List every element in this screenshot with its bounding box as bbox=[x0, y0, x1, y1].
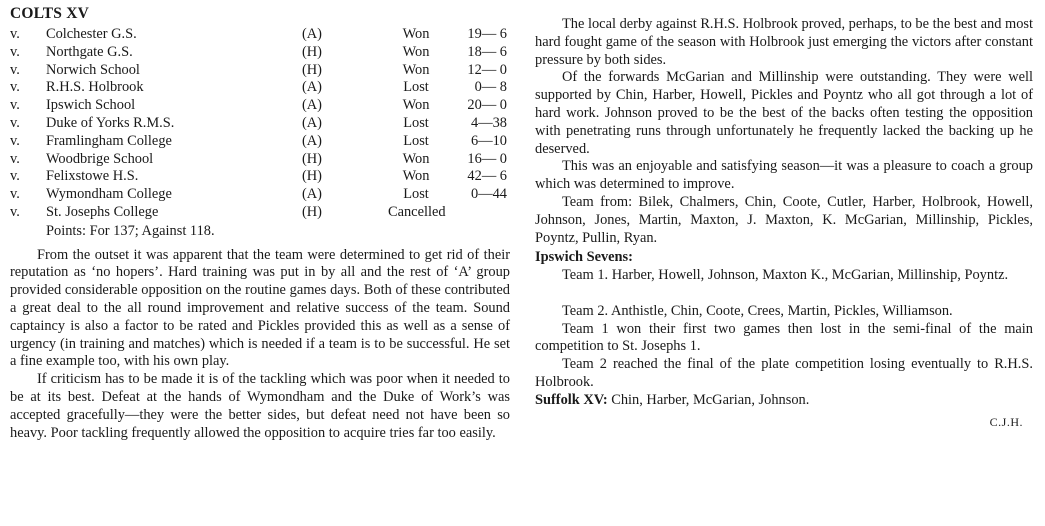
fixture-score: 4—38 bbox=[471, 114, 507, 131]
fixture-venue: (A) bbox=[302, 79, 322, 96]
fixture-versus: v. bbox=[10, 97, 20, 114]
body-paragraph: The local derby against R.H.S. Holbrook proved, perhaps, to be the best and most hard fought game of the season with Holbrook just emerging the victors after constant pressure by both sides. bbox=[535, 16, 1033, 68]
fixture-score: 12— 0 bbox=[467, 61, 507, 78]
sevens-team-1: Team 1. Harber, Howell, Johnson, Maxton K., McGarian, Millinship, Poyntz. bbox=[562, 267, 1009, 284]
fixture-row bbox=[10, 186, 510, 204]
fixture-opponent: Norwich School bbox=[46, 61, 140, 78]
left-column bbox=[10, 4, 510, 442]
fixture-row bbox=[10, 97, 510, 115]
fixture-venue: (H) bbox=[302, 150, 322, 167]
fixture-versus: v. bbox=[10, 168, 20, 185]
fixture-row bbox=[10, 62, 510, 80]
fixture-opponent: Wymondham College bbox=[46, 186, 172, 203]
fixture-score: 16— 0 bbox=[467, 150, 507, 167]
sevens-team-2: Team 2. Anthistle, Chin, Coote, Crees, Martin, Pickles, Williamson. bbox=[562, 302, 953, 319]
fixture-versus: v. bbox=[10, 132, 20, 149]
fixture-result: Won bbox=[402, 97, 430, 114]
right-column bbox=[535, 16, 1033, 430]
fixture-venue: (A) bbox=[302, 186, 322, 203]
fixture-versus: v. bbox=[10, 203, 20, 220]
fixture-row bbox=[10, 44, 510, 62]
body-paragraph: From the outset it was apparent that the team were determined to get rid of their reputation as ‘no hopers’. Hard training was put in by all and the rest of ‘A’ group provided considerable opposition on the routine games days. Both of these contributed a great deal to the all round improvement and relative success of the team. Sound captaincy is also a factor to be rated and Pickles provided this as well as a sense of urgency (in training and matches) which is needed if a team is to be successful. He set a fine example too, with his own play. bbox=[10, 246, 510, 370]
suffolk-players: Chin, Harber, McGarian, Johnson. bbox=[607, 391, 810, 408]
fixture-score: 0—44 bbox=[471, 186, 507, 203]
fixture-venue: (A) bbox=[302, 97, 322, 114]
fixture-row bbox=[10, 133, 510, 151]
sevens-result-2: Team 2 reached the final of the plate competition losing eventually to R.H.S. Holbrook. bbox=[535, 356, 1033, 390]
fixture-opponent: St. Josephs College bbox=[46, 203, 159, 220]
body-paragraph: This was an enjoyable and satisfying season—it was a pleasure to coach a group which was determined to improve. bbox=[535, 158, 1033, 193]
fixture-versus: v. bbox=[10, 26, 20, 42]
fixture-versus: v. bbox=[10, 61, 20, 78]
fixture-score: 18— 6 bbox=[467, 43, 507, 60]
fixture-versus: v. bbox=[10, 79, 20, 96]
fixture-row bbox=[10, 79, 510, 97]
fixture-row bbox=[10, 26, 510, 44]
fixture-venue: (H) bbox=[302, 61, 322, 78]
fixture-result: Lost bbox=[403, 79, 429, 96]
fixture-opponent: Felixstowe H.S. bbox=[46, 168, 139, 185]
body-paragraph: Of the forwards McGarian and Millinship were outstanding. They were well supported by Chin, Harber, Howell, Pickles and Poyntz who all got through a lot of hard work. Johnson proved to be the best of the backs often testing the opposition with penetrating runs through unfortunately he frequently lacked the backing up he deserved. bbox=[535, 69, 1033, 157]
fixture-opponent: Northgate G.S. bbox=[46, 43, 133, 60]
spacer bbox=[535, 285, 1033, 303]
fixture-opponent: R.H.S. Holbrook bbox=[46, 79, 144, 96]
fixtures-list bbox=[10, 26, 510, 222]
fixture-versus: v. bbox=[10, 114, 20, 131]
fixture-venue: (H) bbox=[302, 203, 322, 220]
fixture-opponent: Colchester G.S. bbox=[46, 26, 137, 42]
fixture-row bbox=[10, 115, 510, 133]
fixture-score: 6—10 bbox=[471, 132, 507, 149]
fixture-score: 19— 6 bbox=[467, 26, 507, 42]
sevens-heading: Ipswich Sevens: bbox=[535, 249, 633, 266]
suffolk-line bbox=[535, 392, 1033, 410]
fixture-result: Won bbox=[402, 168, 430, 185]
fixture-result: Won bbox=[402, 26, 430, 42]
fixture-versus: v. bbox=[10, 150, 20, 167]
fixture-result: Cancelled bbox=[388, 203, 446, 220]
sevens-result-1: Team 1 won their first two games then lost in the semi-final of the main competition to St. Josephs 1. bbox=[535, 320, 1033, 355]
fixture-row bbox=[10, 204, 510, 222]
fixture-versus: v. bbox=[10, 43, 20, 60]
signature: C.J.H. bbox=[989, 414, 1023, 429]
fixture-opponent: Woodbrige School bbox=[46, 150, 154, 167]
fixture-result: Lost bbox=[403, 132, 429, 149]
fixture-result: Won bbox=[402, 150, 430, 167]
fixture-versus: v. bbox=[10, 186, 20, 203]
fixture-venue: (H) bbox=[302, 43, 322, 60]
fixture-opponent: Ipswich School bbox=[46, 97, 136, 114]
fixture-result: Won bbox=[402, 43, 430, 60]
fixture-result: Won bbox=[402, 61, 430, 78]
fixture-score: 42— 6 bbox=[467, 168, 507, 185]
fixture-score: 20— 0 bbox=[467, 97, 507, 114]
fixture-opponent: Duke of Yorks R.M.S. bbox=[46, 114, 175, 131]
fixture-result: Lost bbox=[403, 186, 429, 203]
fixture-row bbox=[10, 168, 510, 186]
fixture-venue: (A) bbox=[302, 26, 322, 42]
fixture-venue: (H) bbox=[302, 168, 322, 185]
fixture-score: 0— 8 bbox=[474, 79, 507, 96]
suffolk-label: Suffolk XV: bbox=[535, 391, 608, 408]
fixture-opponent: Framlingham College bbox=[46, 132, 172, 149]
fixture-row bbox=[10, 151, 510, 169]
body-paragraph: If criticism has to be made it is of the tackling which was poor when it needed to be at its best. Defeat at the hands of Wymondham and the Duke of Work’s was accepted gracefully—they were the better sides, but defeat need not have been so heavy. Poor tackling frequently allowed the opposition to acquire tries far too easily. bbox=[10, 371, 510, 441]
points-summary: Points: For 137; Against 118. bbox=[46, 222, 215, 239]
fixture-venue: (A) bbox=[302, 132, 322, 149]
fixture-result: Lost bbox=[403, 114, 429, 131]
section-heading: COLTS XV bbox=[10, 5, 89, 22]
fixture-venue: (A) bbox=[302, 114, 322, 131]
team-list-paragraph: Team from: Bilek, Chalmers, Chin, Coote, Cutler, Harber, Holbrook, Howell, Johnson, Jones, Martin, Maxton, J. Maxton, K. McGarian, Millinship, Pickles, Poyntz, Pullin, Ryan. bbox=[535, 193, 1033, 246]
